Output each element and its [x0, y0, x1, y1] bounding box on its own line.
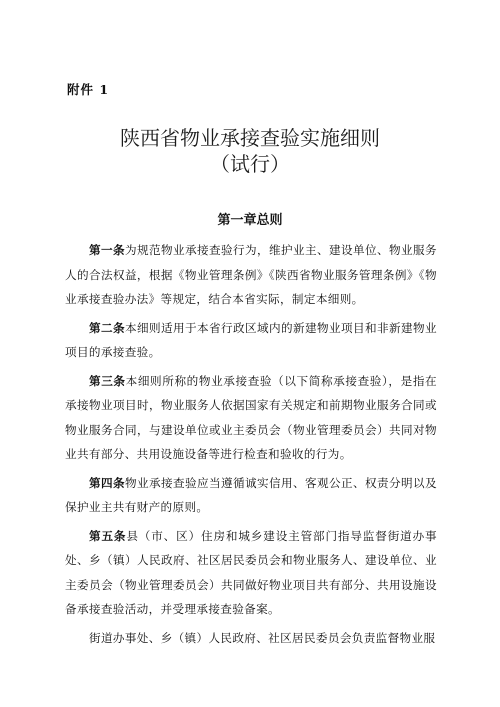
- article-text: 本细则所称的物业承接查验（以下简称承接查验），是指在承接物业项目时，物业服务人依据国家有关规定和前期物业服务合同或物业服务合同，与建设单位或业主委员会（物业管理委员会）共同对物业共有部分、共用设施设备等进行检查和验收的行为。: [65, 373, 437, 461]
- article-4: [65, 471, 437, 520]
- article-lead: 第二条: [89, 320, 126, 335]
- article-lead: 第五条: [89, 528, 127, 543]
- article-text: 为规范物业承接查验行为，维护业主、建设单位、物业服务人的合法权益，根据《物业管理条例》《陕西省物业服务管理条例》《物业承接查验办法》等规定，结合本省实际，制定本细则。: [65, 243, 437, 306]
- article-3: [65, 369, 437, 467]
- document-title: 陕西省物业承接查验实施细则: [120, 126, 380, 150]
- paragraph-continuation: [65, 626, 437, 651]
- article-text: 街道办事处、乡（镇）人民政府、社区居民委员会负责监督物业服: [89, 630, 436, 645]
- document-body: [65, 238, 437, 654]
- document-subtitle: （试行）: [210, 152, 290, 176]
- article-text: 本细则适用于本省行政区域内的新建物业项目和非新建物业项目的承接查验。: [65, 320, 437, 359]
- attachment-label: 附件 1: [67, 82, 110, 97]
- article-2: [65, 316, 437, 365]
- article-lead: 第一条: [89, 243, 126, 257]
- article-text: 县（市、区）住房和城乡建设主管部门指导监督街道办事处、乡（镇）人民政府、社区居民委员会和物业服务人、建设单位、业主委员会（物业管理委员会）共同做好物业项目共有部分、共用设施设备承接查验活动，并受理承接查验备案。: [65, 528, 437, 616]
- article-lead: 第四条: [89, 475, 126, 490]
- article-5: [65, 524, 437, 622]
- article-1: [65, 238, 437, 312]
- article-lead: 第三条: [89, 373, 126, 388]
- chapter-heading: 第一章总则: [217, 213, 283, 228]
- article-text: 物业承接查验应当遵循诚实信用、客观公正、权责分明以及保护业主共有财产的原则。: [65, 475, 437, 514]
